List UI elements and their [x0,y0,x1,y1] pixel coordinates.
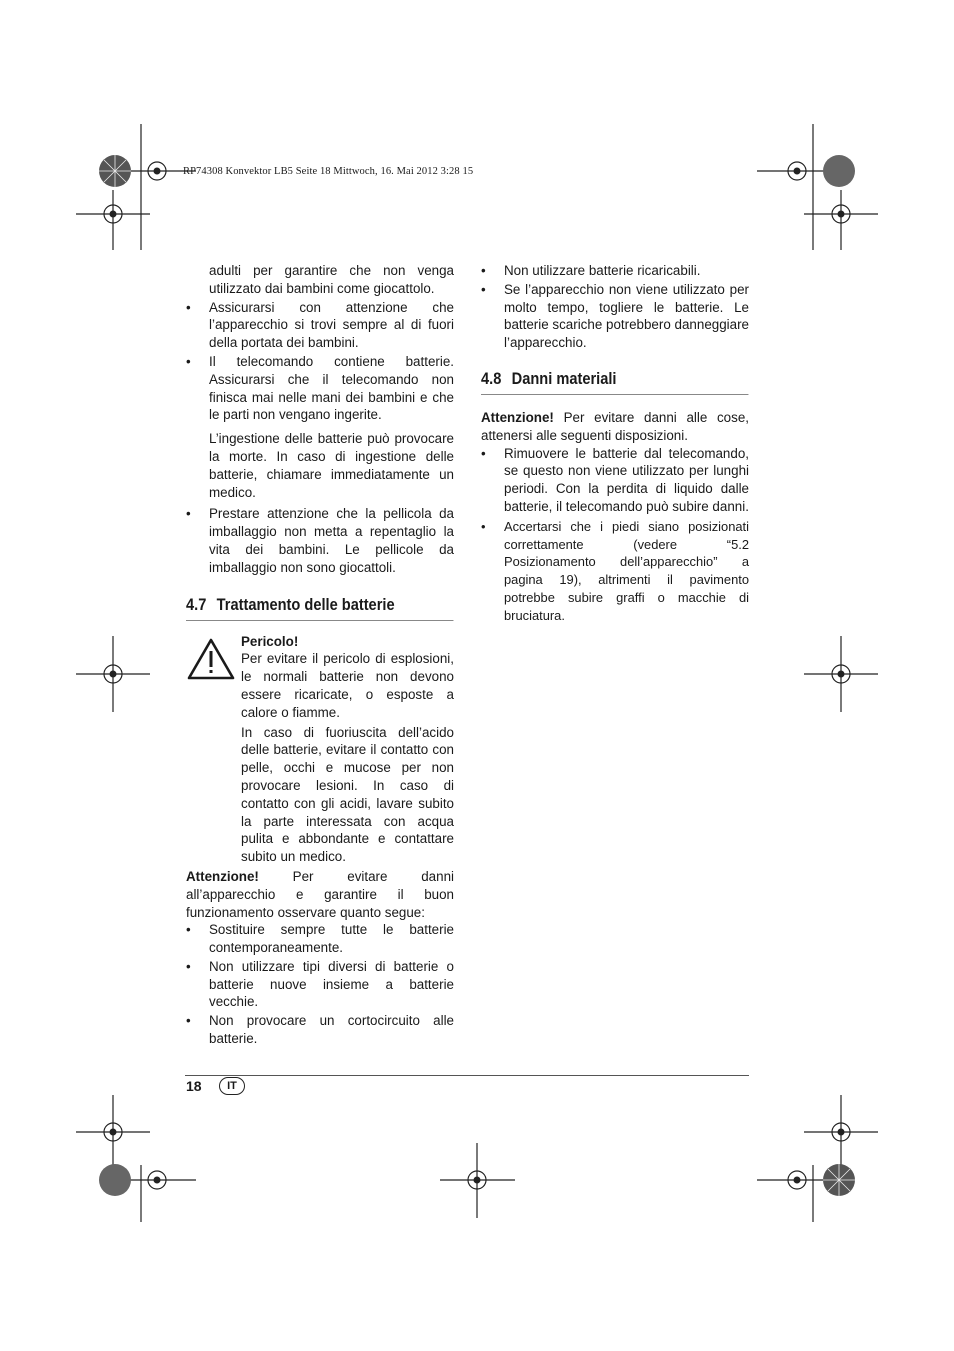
attention-text: Per evitare danni alle cose, attenersi alle seguenti disposizioni. [481,409,749,443]
danger-text: In caso di fuoriuscita dell’acido delle batterie, evitare il contatto con pelle, occhi e mucose per non provocare lesioni. In caso di contatto con gli acidi, lavare subito la parte interessata con acqua pulita e abbondante e contattare subito un medico. [241,724,454,865]
list-item: • Non utilizzare tipi diversi di batterie o batterie nuove insieme a batterie vecchie. [186,958,454,1011]
warning-triangle-icon [186,637,236,681]
list-item: • Il telecomando contiene batterie. Assicurarsi che il telecomando non finisca mai nelle mani dei bambini e che le parti non vengano ingerite. [186,353,454,424]
danger-text: Per evitare il pericolo di esplosioni, le normali batterie non devono essere ricaricate, o esposte a calore o fiamme. [241,651,454,720]
list-item: • Accertarsi che i piedi siano posizionati correttamente (vedere “5.2 Posizionamento dell’apparecchio” a pagina 19), altrimenti il pavimento potrebbe subire graffi o macchie di bruciatura. [481,518,749,625]
attention-label: Attenzione! [481,409,554,425]
attention-label: Attenzione! [186,868,259,884]
paragraph: adulti per garantire che non venga utilizzato dai bambini come giocattolo. [209,263,454,296]
print-slug: RP74308 Konvektor LB5 Seite 18 Mittwoch, 16. Mai 2012 3:28 15 [183,166,474,177]
section-title: Trattamento delle batterie [216,594,395,614]
section-number: 4.8 [481,368,502,388]
list-item: • Rimuovere le batterie dal telecomando, se questo non viene utilizzato per lunghi periodi. Con la perdita di liquido dalle batterie, il telecomando può subire danni. [481,445,749,516]
list-item: • Se l’apparecchio non viene utilizzato per molto tempo, togliere le batterie. Le batterie scariche potrebbero danneggiare l’apparecchio. [481,281,749,352]
list-item: • Sostituire sempre tutte le batterie contemporaneamente. [186,921,454,957]
right-column [481,262,749,625]
danger-block [186,633,454,866]
section-title: Danni materiali [511,368,617,388]
list-item: • Non provocare un cortocircuito alle batterie. [186,1012,454,1048]
language-badge: IT [219,1077,245,1095]
footer-rule [185,1075,749,1076]
paragraph: L’ingestione delle batterie può provocare la morte. In caso di ingestione delle batterie, chiamare immediatamente un medico. [209,431,454,500]
attention-paragraph [186,868,454,921]
list-item: • Prestare attenzione che la pellicola da imballaggio non metta a repentaglio la vita dei bambini. Le pellicole da imballaggio non sono giocattoli. [186,505,454,576]
attention-paragraph [481,409,749,445]
section-number: 4.7 [186,594,207,614]
danger-label: Pericolo! [241,633,299,649]
attention-text: Per evitare danni all’apparecchio e garantire il buon funzionamento osservare quanto segue: [186,868,454,920]
page-number: 18 [186,1078,202,1094]
list-item: • Assicurarsi con attenzione che l’apparecchio si trovi sempre al di fuori della portata dei bambini. [186,299,454,352]
section-heading-4-8 [481,368,748,395]
section-heading-4-7 [186,594,453,621]
list-item: • Non utilizzare batterie ricaricabili. [481,262,749,280]
left-column [186,262,454,1048]
